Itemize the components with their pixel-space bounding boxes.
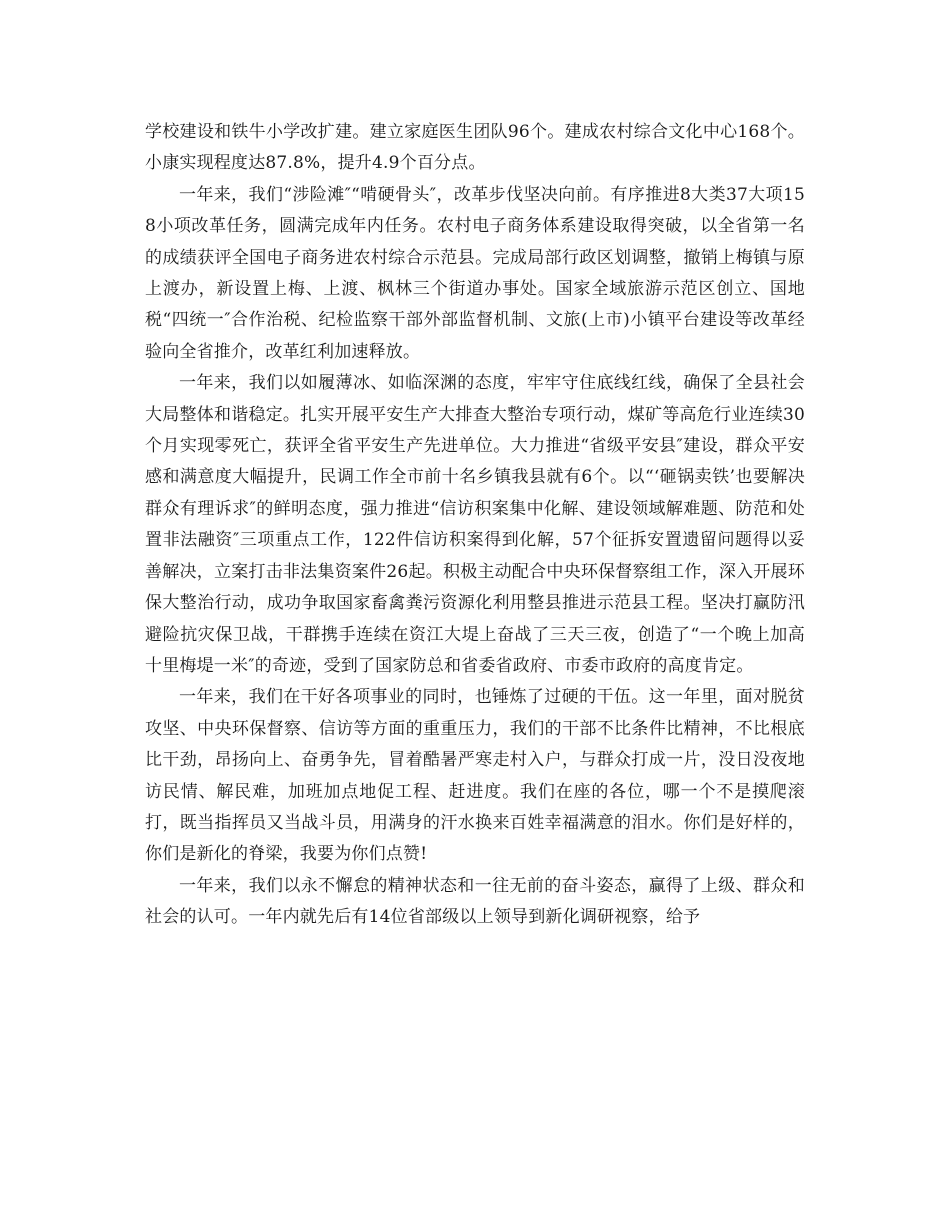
paragraph-1: 学校建设和铁牛小学改扩建。建立家庭医生团队96个。建成农村综合文化中心168个。小康实现程度达87.8%，提升4.9个百分点。 [145,122,805,174]
document-body [145,117,805,934]
paragraph-5: 一年来，我们以永不懈怠的精神状态和一往无前的奋斗姿态，赢得了上级、群众和社会的认可。一年内就先后有14位省部级以上领导到新化调研视察，给予 [145,875,805,928]
paragraph-4: 一年来，我们在干好各项事业的同时，也锤炼了过硬的干伍。这一年里，面对脱贫攻坚、中央环保督察、信访等方面的重重压力，我们的干部不比条件比精神，不比根底比干劲，昂扬向上、奋勇争先，冒着酷暑严寒走村入户，与群众打成一片，没日没夜地访民情、解民难，加班加点地促工程、赶进度。我们在座的各位，哪一个不是摸爬滚打，既当指挥员又当战斗员，用满身的汗水换来百姓幸福满意的泪水。你们是好样的，你们是新化的脊梁，我要为你们点赞! [145,687,805,865]
paragraph-3: 一年来，我们以如履薄冰、如临深渊的态度，牢牢守住底线红线，确保了全县社会大局整体和谐稳定。扎实开展平安生产大排查大整治专项行动，煤矿等高危行业连续30个月实现零死亡，获评全省平安生产先进单位。大力推进“省级平安县″建设，群众平安感和满意度大幅提升，民调工作全市前十名乡镇我县就有6个。以“‘砸锅卖铁’也要解决群众有理诉求″的鲜明态度，强力推进“信访积案集中化解、建设领域解难题、防范和处置非法融资″三项重点工作，122件信访积案得到化解，57个征拆安置遗留问题得以妥善解决，立案打击非法集资案件26起。积极主动配合中央环保督察组工作，深入开展环保大整治行动，成功争取国家畜禽粪污资源化利用整县推进示范县工程。坚决打赢防汛避险抗灾保卫战，干群携手连续在资江大堤上奋战了三天三夜，创造了“一个晚上加高十里梅堤一米″的奇迹，受到了国家防总和省委省政府、市委市政府的高度肯定。 [145,373,805,676]
paragraph-2: 一年来，我们“涉险滩″“啃硬骨头″，改革步伐坚决向前。有序推进8大类37大项158小项改革任务，圆满完成年内任务。农村电子商务体系建设取得突破，以全省第一名的成绩获评全国电子商务进农村综合示范县。完成局部行政区划调整，撤销上梅镇与原上渡办，新设置上梅、上渡、枫林三个街道办事处。国家全域旅游示范区创立、国地税“四统一″合作治税、纪检监察干部外部监督机制、文旅(上市)小镇平台建设等改革经验向全省推介，改革红利加速释放。 [145,184,805,362]
